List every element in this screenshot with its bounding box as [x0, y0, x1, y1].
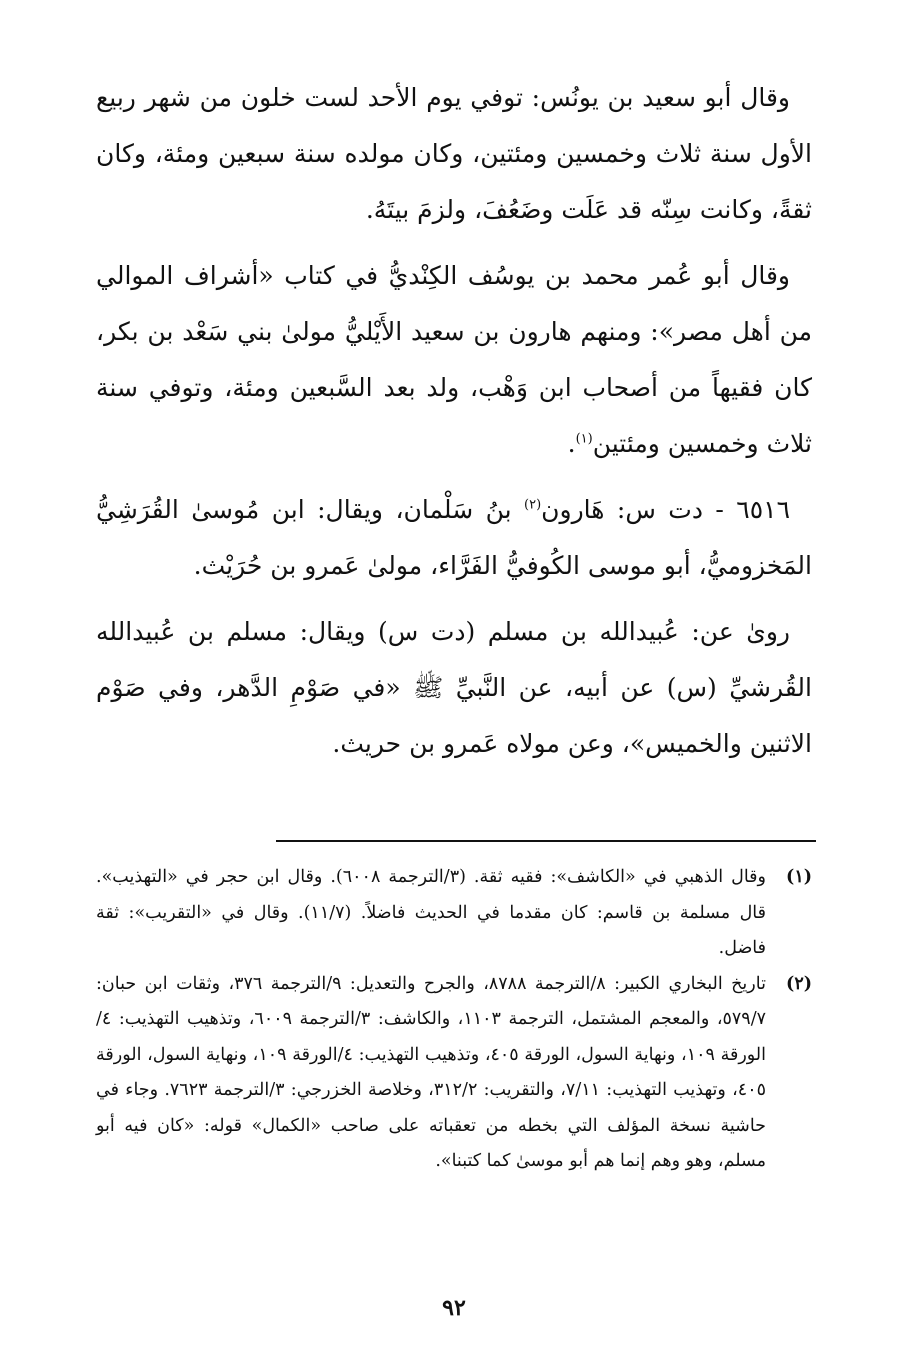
footnote-reference[interactable]: (١): [575, 431, 593, 447]
footnote-text: وقال الذهبي في «الكاشف»: فقيه ثقة. (٣/الترجمة ٦٠٠٨). وقال ابن حجر في «التهذيب». قال مسلمة بن قاسم: كان مقدما في الحديث فاضلاً. (١١/٧). وقال في «التقريب»: ثقة فاضل.: [96, 867, 766, 958]
book-page: [96, 70, 812, 1321]
page-number: ٩٢: [442, 1295, 466, 1321]
footnote-number: (١): [786, 867, 812, 887]
paragraph-text: روىٰ عن: عُبيدالله بن مسلم (دت س) ويقال: مسلم بن عُبيدالله القُرشيِّ (س) عن أبيه، عن النَّبيِّ ﷺ «في صَوْمِ الدَّهر، وفي صَوْم الاثنين والخميس»، وعن مولاه عَمرو بن حريث.: [96, 617, 812, 758]
main-text: [96, 70, 812, 772]
paragraph-tail: بنُ سَلْمان، ويقال: ابن مُوسىٰ القُرَشِيُّ المَخزوميُّ، أبو موسى الكُوفيُّ الفَرَّاء، مولىٰ عَمرو بن حُرَيْث.: [96, 495, 812, 580]
entry-heading: ٦٥١٦ - دت س: هَارون: [541, 495, 790, 524]
paragraph-tail: .: [567, 429, 576, 458]
footnote-number: (٢): [786, 973, 812, 994]
paragraph-entry-6516: [96, 482, 812, 594]
footnotes: [96, 860, 812, 1180]
footnote-text: تاريخ البخاري الكبير: ٨/الترجمة ٨٧٨٨، والجرح والتعديل: ٩/الترجمة ٣٧٦، وثقات ابن حبان: ٥٧٩/٧، والمعجم المشتمل، الترجمة ١١٠٣، والكاشف: ٣/الترجمة ٦٠٠٩، وتذهيب التهذيب: ٤/الورقة ١٠٩، ونهاية السول، الورقة ٤٠٥، وتذهيب التهذيب: ٤/الورقة ١٠٩، ونهاية السول، الورقة ٤٠٥، وتهذيب التهذيب: ٧/١١، والتقريب: ٣١٢/٢، وخلاصة الخزرجي: ٣/الترجمة ٧٦٢٣. وجاء في حاشية نسخة المؤلف التي بخطه من تعقباته على صاحب «الكمال» قوله: «كان فيه أبو مسلم، وهو وهم إنما هم أبو موسىٰ كما كتبنا».: [96, 973, 767, 1171]
paragraph-kindi-quote: [96, 248, 812, 472]
footnote-reference[interactable]: (٢): [524, 497, 542, 513]
footnote-1: [96, 860, 812, 967]
paragraph-death-date: [96, 70, 812, 238]
paragraph-text: وقال أبو عُمر محمد بن يوسُف الكِنْديُّ في كتاب «أشراف الموالي من أهل مصر»: ومنهم هارون بن سعيد الأَيْليُّ مولىٰ بني سَعْد بن بكر، كان فقيهاً من أصحاب ابن وَهْب، ولد بعد السَّبعين ومئة، وتوفي سنة ثلاث وخمسين ومئتين: [96, 261, 812, 458]
paragraph-narrated-from: [96, 604, 812, 772]
paragraph-text: وقال أبو سعيد بن يونُس: توفي يوم الأحد لست خلون من شهر ربيع الأول سنة ثلاث وخمسين ومئتين، وكان مولده سنة سبعين ومئة، وكان ثقةً، وكانت سِنّه قد عَلَت وضَعُفَ، ولزمَ بيتَهُ.: [96, 83, 812, 224]
footnote-2: [96, 967, 812, 1180]
footnote-divider: [276, 840, 816, 842]
